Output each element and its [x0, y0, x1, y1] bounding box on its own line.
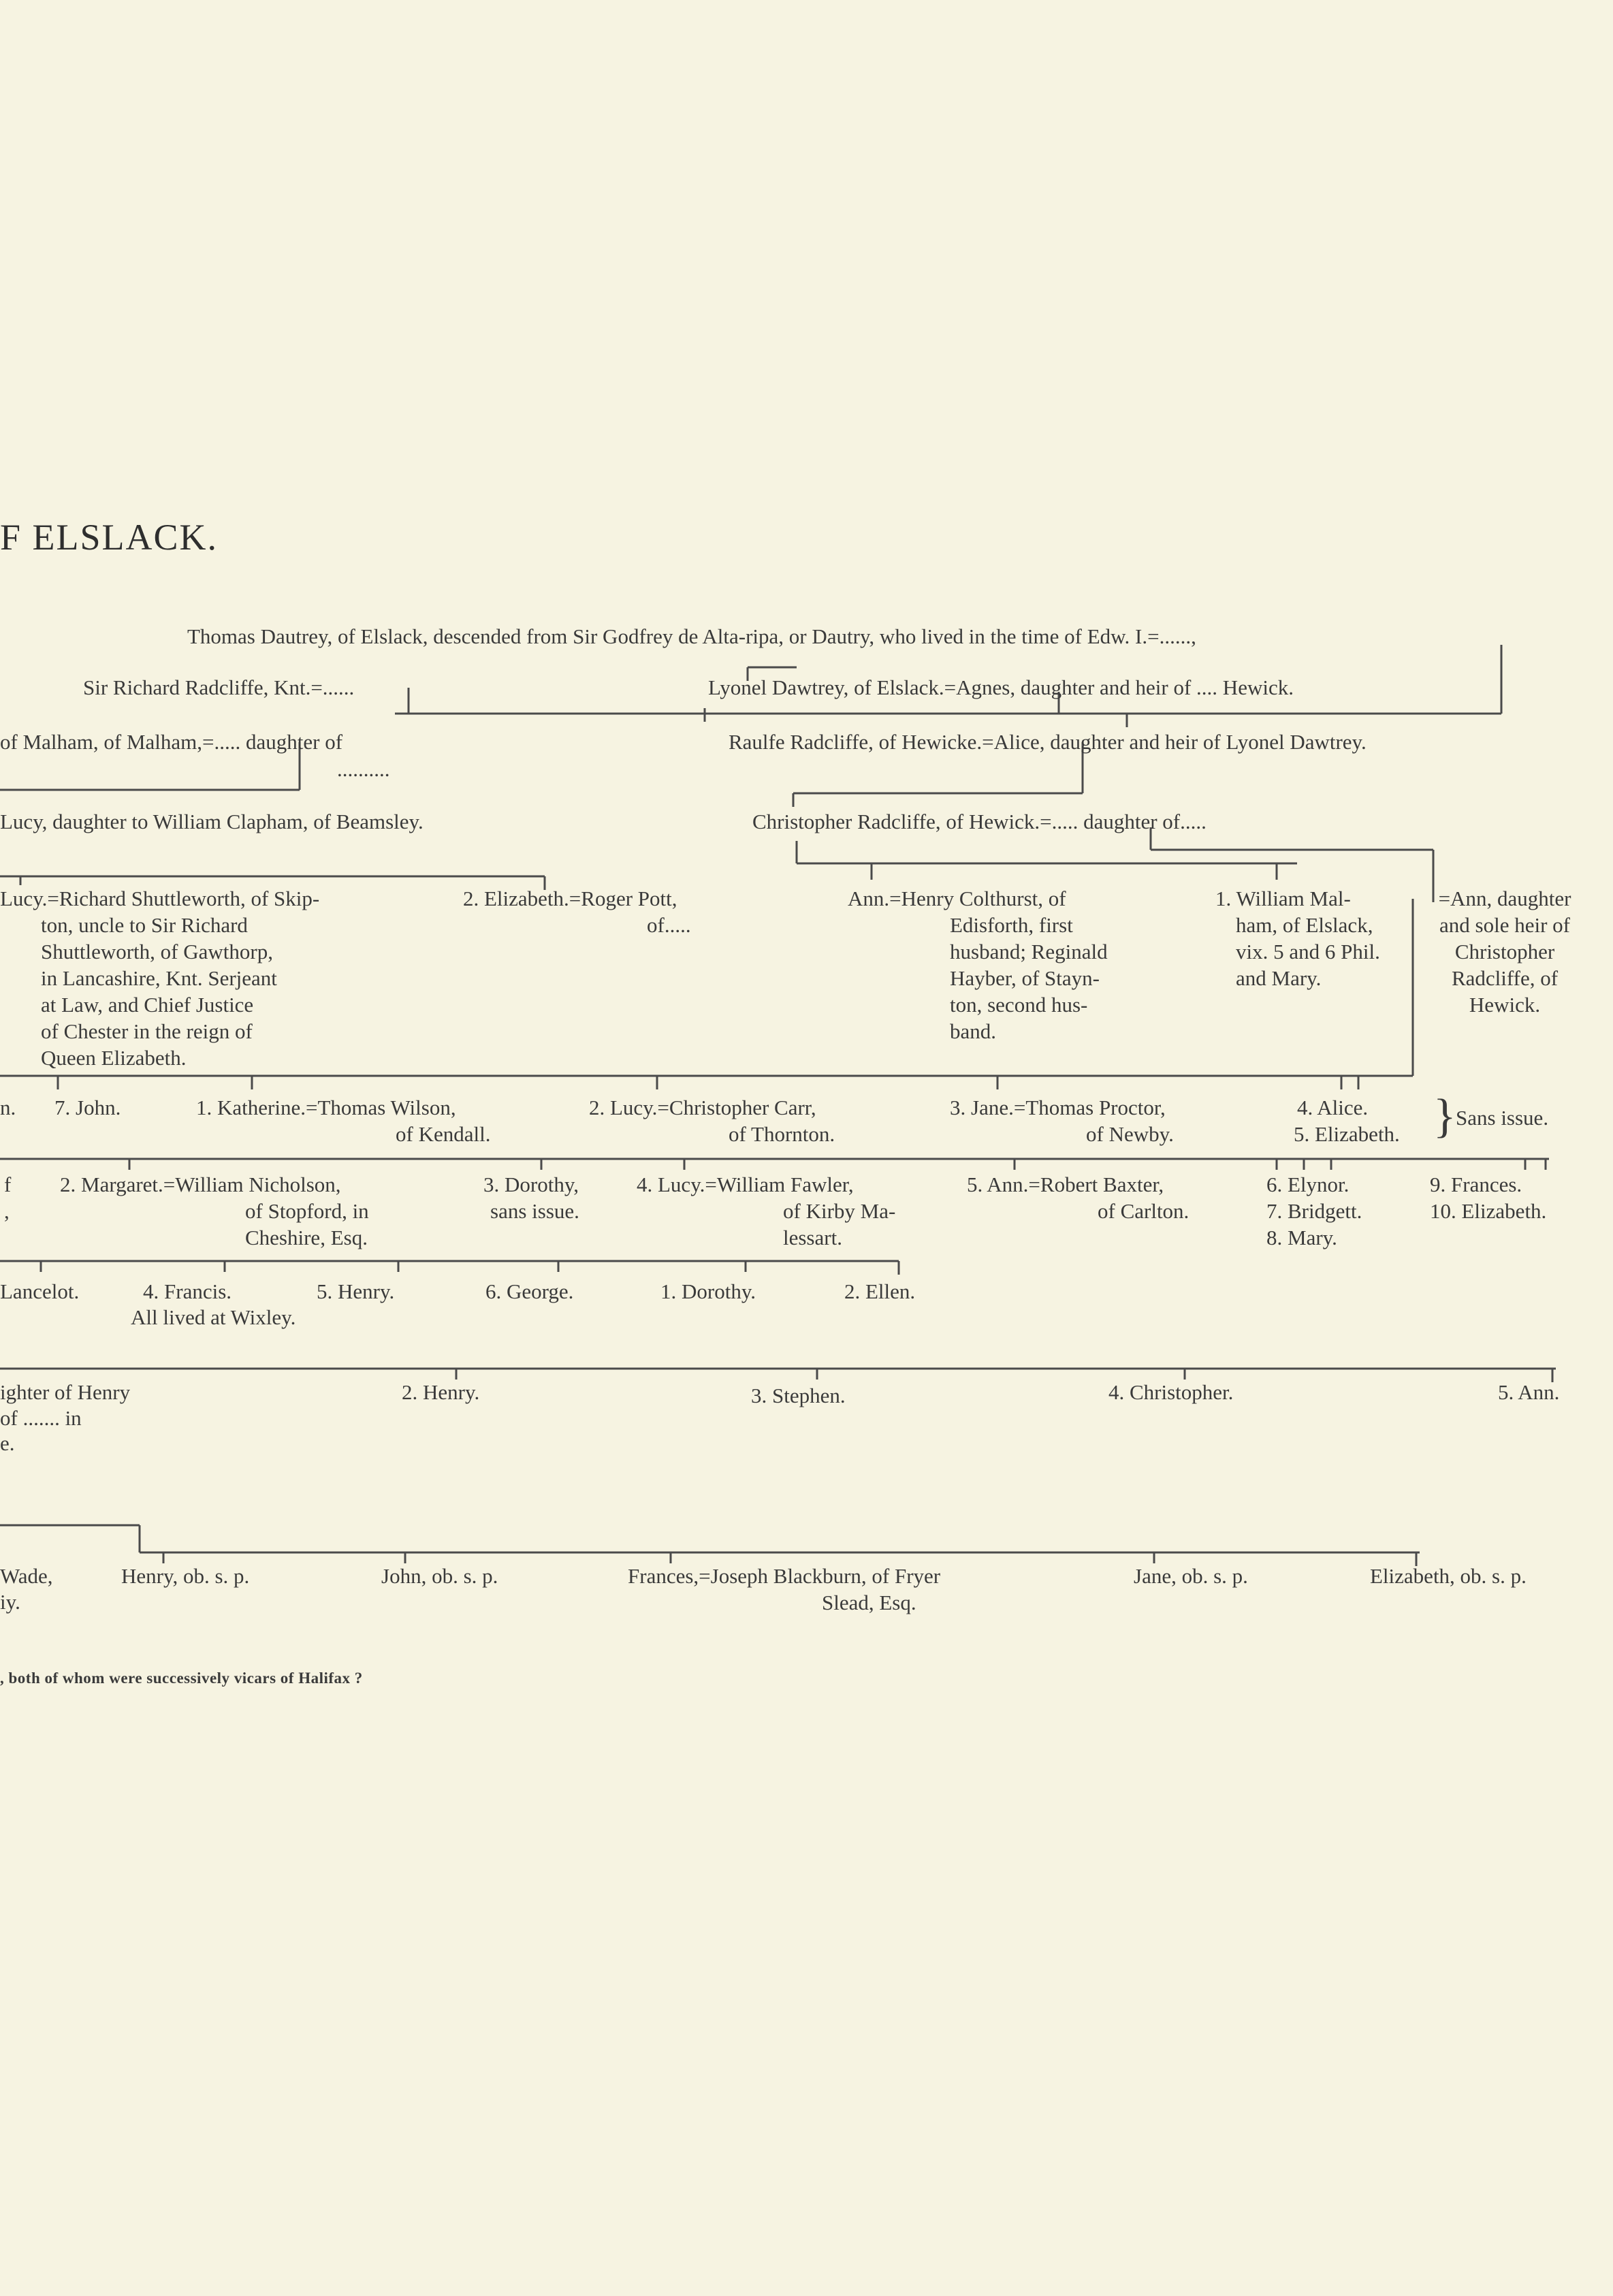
lucy-cont-1: ton, uncle to Sir Richard — [41, 913, 248, 937]
william-malham-entry — [1215, 885, 1399, 991]
raulfe-radcliffe-entry: Raulfe Radcliffe, of Hewicke.=Alice, daughter and heir of Lyonel Dawtrey. — [729, 730, 1367, 754]
elynor-line: 6. Elynor. — [1266, 1173, 1350, 1196]
lucy-clapham-entry: Lucy, daughter to William Clapham, of Beamsley. — [0, 810, 424, 833]
dorothy-2-entry: 1. Dorothy. — [660, 1279, 756, 1303]
lucy-shuttleworth-line: Lucy.=Richard Shuttleworth, of Skip- — [0, 887, 320, 910]
dorothy-entry — [483, 1171, 620, 1224]
ann-heir-3: Christopher — [1454, 940, 1555, 963]
william-cont-2: vix. 5 and 6 Phil. — [1236, 940, 1380, 963]
margaret-cont-2: Cheshire, Esq. — [245, 1226, 368, 1249]
jane-proctor-line: 3. Jane.=Thomas Proctor, — [950, 1096, 1166, 1119]
katherine-wilson-entry — [196, 1094, 577, 1147]
henry-osp-entry: Henry, ob. s. p. — [121, 1564, 250, 1588]
lucy-fawler-cont-1: of Kirby Ma- — [783, 1199, 896, 1223]
ann-5-entry: 5. Ann. — [1498, 1380, 1560, 1404]
elizabeth-pott-entry — [463, 885, 790, 938]
william-cont-3: and Mary. — [1236, 966, 1322, 990]
lucy-fawler-line: 4. Lucy.=William Fawler, — [637, 1173, 854, 1196]
christopher-radcliffe-entry: Christopher Radcliffe, of Hewick.=..... daughter of..... — [752, 810, 1207, 833]
mary-line: 8. Mary. — [1266, 1226, 1337, 1249]
wade-entry: Wade, — [0, 1564, 53, 1588]
footnote: , both of whom were successively vicars of Halifax ? — [0, 1670, 363, 1687]
elizabeth-osp-entry: Elizabeth, ob. s. p. — [1370, 1564, 1527, 1588]
ann-cont-2: husband; Reginald — [950, 940, 1108, 963]
dorothy-cont: sans issue. — [490, 1199, 579, 1223]
elizabeth-pott-line: 2. Elizabeth.=Roger Pott, — [463, 887, 677, 910]
lancelot-entry: Lancelot. — [0, 1279, 80, 1303]
ann-baxter-entry — [967, 1171, 1266, 1224]
daughter-of-henry-3: e. — [0, 1431, 15, 1455]
thomas-dautrey-entry: Thomas Dautrey, of Elslack, descended from Sir Godfrey de Alta-ripa, or Dautry, who lived in the time of Edw. I.=......, — [187, 624, 1196, 648]
margaret-nicholson-entry — [60, 1171, 468, 1251]
ann-cont-5: band. — [950, 1019, 997, 1043]
lucy-cont-5: of Chester in the reign of — [41, 1019, 253, 1043]
lucy-fawler-cont-2: lessart. — [783, 1226, 842, 1249]
frances-cont: Slead, Esq. — [822, 1591, 916, 1614]
dorothy-line: 3. Dorothy, — [483, 1173, 579, 1196]
sir-richard-radcliffe-entry: Sir Richard Radcliffe, Knt.=...... — [83, 675, 355, 699]
alice-elizabeth-entry — [1294, 1094, 1437, 1147]
lyonel-dawtrey-entry: Lyonel Dawtrey, of Elslack.=Agnes, daughter and heir of .... Hewick. — [708, 675, 1294, 699]
daughter-of-henry: ighter of Henry — [0, 1380, 131, 1404]
daughter-of-henry-2: of ....... in — [0, 1406, 82, 1430]
ann-colthurst-entry — [848, 885, 1175, 1045]
george-entry: 6. George. — [485, 1279, 574, 1303]
lucy-cont-6: Queen Elizabeth. — [41, 1046, 187, 1070]
daughters-list-b — [1430, 1171, 1607, 1224]
sans-issue-brace: } — [1433, 1090, 1456, 1143]
ann-heir-4: Radcliffe, of — [1451, 966, 1559, 990]
henry-entry: 5. Henry. — [317, 1279, 395, 1303]
wixley-note: All lived at Wixley. — [131, 1305, 296, 1329]
gen7-comma: , — [4, 1199, 10, 1223]
ann-heir-1: =Ann, daughter — [1438, 887, 1571, 910]
ann-cont-1: Edisforth, first — [950, 913, 1073, 937]
frances-line: 9. Frances. — [1430, 1173, 1522, 1196]
elizabeth-line: 5. Elizabeth. — [1294, 1122, 1400, 1146]
henry-2-entry: 2. Henry. — [402, 1380, 480, 1404]
lucy-carr-line: 2. Lucy.=Christopher Carr, — [589, 1096, 816, 1119]
frances-line: Frances,=Joseph Blackburn, of Fryer — [628, 1564, 941, 1588]
jane-proctor-entry — [950, 1094, 1249, 1147]
lucy-shuttleworth-entry — [0, 885, 463, 1071]
elizabeth-10-line: 10. Elizabeth. — [1430, 1199, 1547, 1223]
christopher-2-entry: 4. Christopher. — [1108, 1380, 1234, 1404]
ann-heir-2: and sole heir of — [1439, 913, 1570, 937]
margaret-line: 2. Margaret.=William Nicholson, — [60, 1173, 341, 1196]
elizabeth-pott-cont: of..... — [647, 913, 691, 937]
john-entry: 7. John. — [54, 1096, 121, 1119]
lucy-cont-3: in Lancashire, Knt. Serjeant — [41, 966, 277, 990]
john-osp-entry: John, ob. s. p. — [381, 1564, 498, 1588]
ann-cont-3: Hayber, of Stayn- — [950, 966, 1100, 990]
francis-entry: 4. Francis. — [143, 1279, 232, 1303]
ellen-entry: 2. Ellen. — [844, 1279, 916, 1303]
ann-baxter-line: 5. Ann.=Robert Baxter, — [967, 1173, 1164, 1196]
margaret-cont-1: of Stopford, in — [245, 1199, 369, 1223]
bridgett-line: 7. Bridgett. — [1266, 1199, 1362, 1223]
sans-issue-note: Sans issue. — [1456, 1106, 1549, 1130]
jane-proctor-cont: of Newby. — [1086, 1122, 1174, 1146]
frances-blackburn-entry — [628, 1563, 1104, 1616]
lucy-carr-cont: of Thornton. — [729, 1122, 835, 1146]
ann-colthurst-line: Ann.=Henry Colthurst, of — [848, 887, 1066, 910]
lucy-fawler-entry — [637, 1171, 963, 1251]
lucy-carr-entry — [589, 1094, 916, 1147]
malham-entry: of Malham, of Malham,=..... daughter of — [0, 730, 343, 754]
lucy-cont-4: at Law, and Chief Justice — [41, 993, 254, 1017]
ann-cont-4: ton, second hus- — [950, 993, 1088, 1017]
katherine-cont: of Kendall. — [396, 1122, 491, 1146]
wade-entry-2: iy. — [0, 1590, 20, 1614]
gen6-n: n. — [0, 1096, 16, 1119]
stephen-entry: 3. Stephen. — [751, 1384, 846, 1407]
gen7-f: f — [4, 1173, 12, 1196]
jane-osp-entry: Jane, ob. s. p. — [1134, 1564, 1248, 1588]
alice-line: 4. Alice. — [1297, 1096, 1369, 1119]
ann-heir-5: Hewick. — [1469, 993, 1541, 1017]
malham-daughter-dots: .......... — [337, 757, 390, 781]
ann-baxter-cont: of Carlton. — [1098, 1199, 1189, 1223]
ann-heir-entry — [1403, 885, 1607, 1018]
page-title: F ELSLACK. — [0, 517, 219, 558]
daughters-list-a — [1266, 1171, 1409, 1251]
william-cont-1: ham, of Elslack, — [1236, 913, 1373, 937]
william-malham-line: 1. William Mal- — [1215, 887, 1351, 910]
katherine-line: 1. Katherine.=Thomas Wilson, — [196, 1096, 456, 1119]
lucy-cont-2: Shuttleworth, of Gawthorp, — [41, 940, 273, 963]
